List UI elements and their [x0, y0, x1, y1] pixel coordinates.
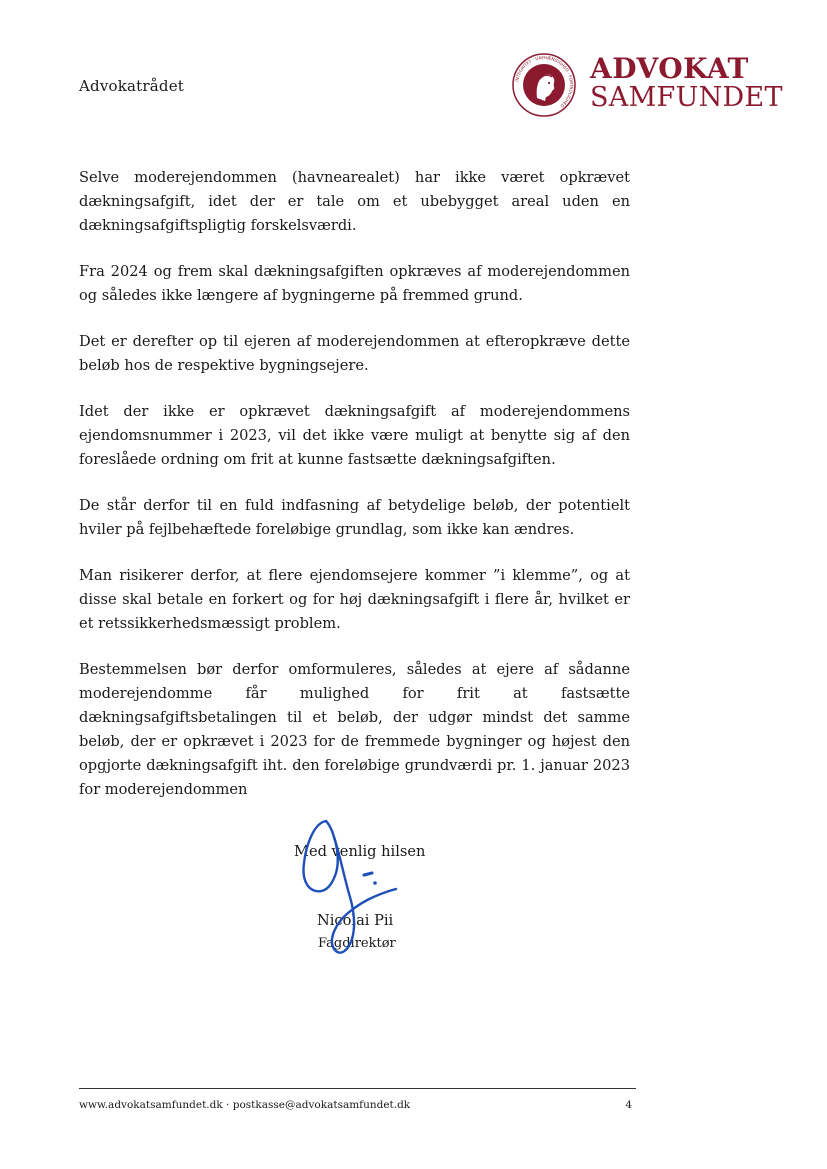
paragraph: Bestemmelsen bør derfor omformuleres, således at ejere af sådanne moderejendomme får mulighed for frit at fastsætte dækningsafgiftsbetalingen til et beløb, der udgør mindst det samme beløb, der er opkrævet i 2023 for de fremmede bygninger og højest den opgjorte dækningsafgift iht. den foreløbige grundværdi pr. 1. januar 2023 for moderejendommen [79, 661, 630, 798]
paragraph: Fra 2024 og frem skal dækningsafgiften opkræves af moderejendommen og således ikke længere af bygningerne på fremmed grund. [79, 263, 630, 304]
signer-name: Nicolai Pii [317, 912, 394, 929]
paragraph: Selve moderejendommen (havnearealet) har ikke været opkrævet dækningsafgift, idet der er tale om et ubebygget areal uden en dækningsafgiftspligtig forskelsværdi. [79, 169, 630, 234]
closing-greeting: Med venlig hilsen [294, 843, 426, 860]
page-number: 4 [625, 1099, 632, 1111]
paragraph: Idet der ikke er opkrævet dækningsafgift af moderejendommens ejendomsnummer i 2023, vil det ikke være muligt at benytte sig af den foreslåede ordning om frit at kunne fastsætte dækningsafgiften. [79, 403, 630, 468]
paragraph: De står derfor til en fuld indfasning af betydelige beløb, der potentielt hviler på fejlbehæftede foreløbige grundlag, som ikke kan ændres. [79, 497, 630, 538]
letter-body [79, 166, 630, 824]
seal-icon [511, 52, 577, 118]
paragraph: Man risikerer derfor, at flere ejendomsejere kommer ”i klemme”, og at disse skal betale en forkert og for høj dækningsafgift i flere år, hvilket er et retssikkerhedsmæssigt problem. [79, 567, 630, 632]
logo-line2: SAMFUNDET [590, 82, 783, 113]
logo-line1: ADVOKAT [590, 52, 749, 85]
logo-wordmark [590, 54, 783, 112]
svg-text:INTEGRITET · UAFHÆNGIGHED · FO: INTEGRITET · UAFHÆNGIGHED · FORTROLIGHED [514, 54, 575, 109]
organization-name: Advokatrådet [79, 77, 185, 95]
signer-title: Fagdirektør [318, 936, 396, 951]
footer-contact: www.advokatsamfundet.dk · postkasse@advokatsamfundet.dk [79, 1099, 411, 1111]
footer-divider [79, 1088, 636, 1089]
advokatsamfundet-logo [511, 52, 786, 118]
paragraph: Det er derefter op til ejeren af moderejendommen at efteropkræve dette beløb hos de respektive bygningsejere. [79, 333, 630, 374]
